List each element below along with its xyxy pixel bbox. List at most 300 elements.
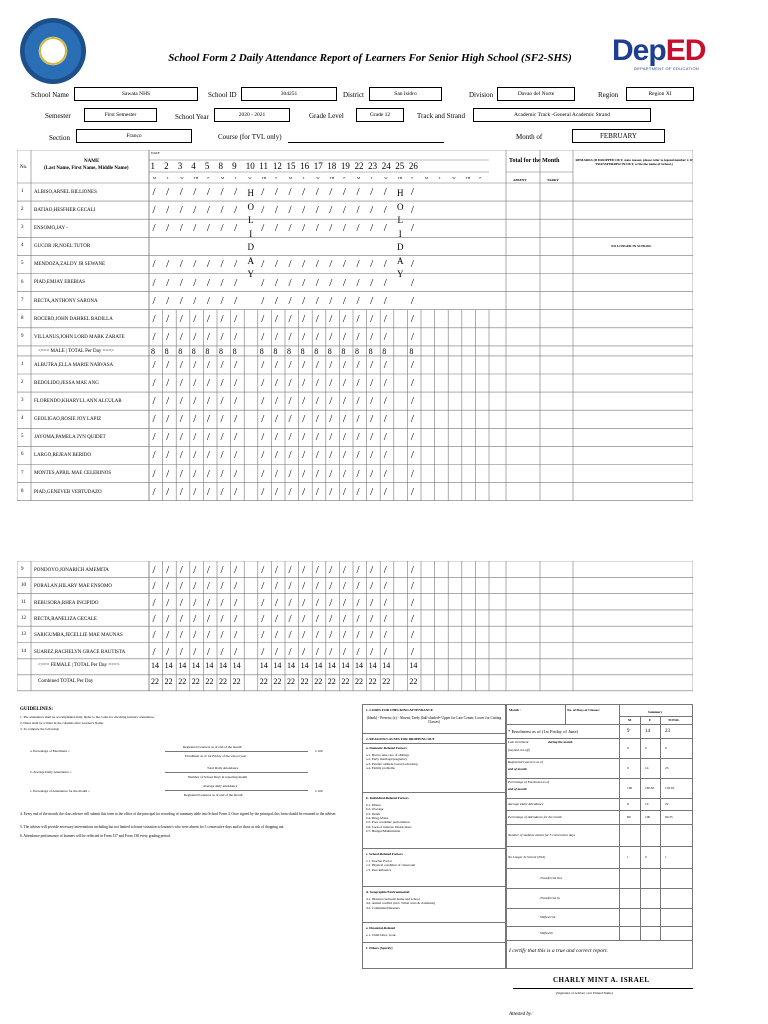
attendance-mark: / bbox=[302, 395, 306, 408]
attendance-mark: / bbox=[410, 645, 414, 658]
student-name: BATIAO,HESFHER GECALI bbox=[34, 208, 96, 214]
attendance-mark: / bbox=[383, 613, 387, 626]
track-label: Track and Strand bbox=[417, 112, 465, 120]
attendance-mark: / bbox=[274, 186, 278, 199]
student-no: 7 bbox=[21, 297, 24, 303]
attendance-mark: / bbox=[302, 580, 306, 593]
attendance-mark: / bbox=[166, 276, 170, 289]
attendance-mark: / bbox=[261, 377, 265, 390]
attendance-mark: / bbox=[383, 580, 387, 593]
attendance-mark: / bbox=[166, 312, 170, 325]
attendance-mark: / bbox=[302, 645, 306, 658]
attendance-mark: / bbox=[234, 276, 238, 289]
combined-total-row-value: 22 bbox=[164, 676, 173, 686]
reason-item: a.3. Parents' attitude toward schooling bbox=[366, 761, 418, 766]
attendance-mark: / bbox=[220, 276, 224, 289]
attendance-mark: / bbox=[302, 312, 306, 325]
attendance-mark: / bbox=[220, 431, 224, 444]
combined-total-row-value: 22 bbox=[355, 676, 363, 686]
summary-value-total: 23 bbox=[665, 728, 670, 734]
attendance-mark: / bbox=[302, 596, 306, 609]
summary-label: Summary bbox=[648, 710, 663, 714]
attendance-mark: / bbox=[315, 358, 319, 371]
attendance-mark: / bbox=[329, 358, 333, 371]
formula-c-label: c. Percentage of Attendance for the month = bbox=[30, 789, 90, 793]
attendance-mark: / bbox=[329, 294, 333, 307]
semester-field[interactable]: First Semester bbox=[84, 108, 157, 122]
attendance-mark: / bbox=[315, 258, 319, 271]
attendance-mark: / bbox=[179, 449, 183, 462]
date-9: 9 bbox=[232, 161, 237, 171]
attendance-mark: / bbox=[410, 312, 414, 325]
attendance-mark: / bbox=[383, 413, 387, 426]
attendance-mark: / bbox=[220, 413, 224, 426]
student-no: 8 bbox=[21, 315, 24, 321]
day-0: M bbox=[153, 176, 157, 180]
attendance-mark: / bbox=[206, 186, 210, 199]
student-name: SUAREZ,RACHELYN GRACE BAUTISTA bbox=[34, 649, 126, 655]
attendance-mark: / bbox=[193, 377, 197, 390]
attendance-mark: / bbox=[315, 629, 319, 642]
name-sub-header: (Last Name, First Name, Middle Name) bbox=[44, 166, 129, 171]
school-year-field[interactable]: 2020 - 2021 bbox=[214, 108, 290, 122]
attendance-mark: / bbox=[220, 330, 224, 343]
reason-group-d: d. Geographic/Environmental bbox=[366, 890, 410, 894]
student-no: 4 bbox=[21, 416, 24, 422]
attendance-mark: / bbox=[179, 413, 183, 426]
attendance-mark: / bbox=[193, 449, 197, 462]
reason-item: d.3. Calamities/Disasters bbox=[366, 905, 400, 910]
attendance-mark: / bbox=[288, 276, 292, 289]
attendance-mark: / bbox=[234, 377, 238, 390]
attendance-mark: / bbox=[261, 613, 265, 626]
attendance-mark: / bbox=[356, 294, 360, 307]
female-total-row-value: 14 bbox=[368, 660, 377, 670]
attendance-mark: / bbox=[383, 629, 387, 642]
deped-logo: DepED DEPARTMENT OF EDUCATION bbox=[612, 34, 744, 74]
course-field[interactable] bbox=[288, 129, 444, 143]
attendance-mark: / bbox=[234, 467, 238, 480]
date-10: 10 bbox=[245, 161, 255, 171]
attendance-mark: / bbox=[383, 294, 387, 307]
student-no: 2 bbox=[21, 380, 24, 386]
attendance-mark: / bbox=[166, 294, 170, 307]
attendance-mark: / bbox=[220, 645, 224, 658]
student-no: 11 bbox=[21, 599, 26, 605]
attendance-mark: / bbox=[206, 613, 210, 626]
attendance-mark: / bbox=[179, 377, 183, 390]
combined-total-row-value: 22 bbox=[314, 676, 323, 686]
attendance-mark: / bbox=[261, 294, 265, 307]
reason-group-a: a. Domestic-Related Factors bbox=[366, 746, 407, 750]
male-total-row-value: 8 bbox=[219, 346, 223, 356]
attendance-mark: / bbox=[179, 395, 183, 408]
summary-row-label: Shifted In bbox=[540, 930, 554, 935]
male-total-row-value: 8 bbox=[382, 346, 387, 356]
attendance-mark: / bbox=[315, 431, 319, 444]
attendance-mark: / bbox=[288, 395, 292, 408]
female-total-row-value: 14 bbox=[287, 660, 295, 670]
deped-seal-icon bbox=[20, 18, 86, 84]
attendance-mark: / bbox=[342, 377, 346, 390]
attendance-mark: / bbox=[206, 358, 210, 371]
female-total-row-value: 14 bbox=[355, 660, 363, 670]
date-2: 2 bbox=[164, 161, 169, 171]
female-total-row-value: 14 bbox=[232, 660, 241, 670]
attendance-mark: / bbox=[166, 449, 170, 462]
attendance-mark: / bbox=[220, 467, 224, 480]
attendance-mark: / bbox=[356, 580, 360, 593]
student-name: RECTA,ANTHONY SARONA bbox=[34, 298, 98, 304]
school-id-field[interactable]: 304251 bbox=[241, 87, 337, 101]
attendance-mark: / bbox=[234, 330, 238, 343]
grade-level-label: Grade Level bbox=[309, 112, 344, 120]
summary-f-header: F bbox=[649, 718, 652, 722]
attendance-mark: / bbox=[234, 596, 238, 609]
attendance-mark: / bbox=[342, 222, 346, 235]
attendance-mark: / bbox=[370, 258, 374, 271]
student-no: 2 bbox=[21, 207, 24, 213]
attendance-mark: / bbox=[179, 467, 183, 480]
attendance-mark: / bbox=[274, 377, 278, 390]
student-no: 5 bbox=[21, 434, 24, 440]
attendance-mark: / bbox=[288, 186, 292, 199]
attendance-mark: / bbox=[179, 613, 183, 626]
attendance-mark: / bbox=[410, 467, 414, 480]
date-18: 18 bbox=[327, 161, 337, 171]
attendance-mark: / bbox=[302, 564, 306, 577]
summary-row-label: Number of students absent for 5 consecutive days bbox=[508, 832, 576, 837]
attendance-mark: / bbox=[261, 204, 265, 217]
date-23: 23 bbox=[368, 161, 378, 171]
district-field[interactable]: San Isidro bbox=[369, 87, 442, 101]
attendance-mark: / bbox=[152, 276, 156, 289]
attendance-mark: / bbox=[329, 312, 333, 325]
attendance-mark: / bbox=[166, 186, 170, 199]
attendance-mark: / bbox=[206, 377, 210, 390]
section-field[interactable]: Franco bbox=[76, 129, 192, 143]
holiday-letter: D bbox=[247, 242, 254, 252]
attendance-mark: / bbox=[302, 485, 306, 498]
attendance-mark: / bbox=[315, 312, 319, 325]
attendance-mark: / bbox=[152, 613, 156, 626]
formula-a-x100: x 100 bbox=[315, 749, 323, 753]
attendance-mark: / bbox=[234, 294, 238, 307]
attendance-mark: / bbox=[342, 276, 346, 289]
attendance-mark: / bbox=[315, 330, 319, 343]
attendance-mark: / bbox=[152, 564, 156, 577]
formula-a-label: a. Percentage of Enrolment = bbox=[30, 749, 70, 753]
attendance-mark: / bbox=[370, 613, 374, 626]
combined-total-row-value: 22 bbox=[287, 676, 295, 686]
school-name-field[interactable]: Sawata NHS bbox=[74, 87, 198, 101]
attendance-mark: / bbox=[179, 330, 183, 343]
student-no: 5 bbox=[21, 261, 24, 267]
holiday-letter: H bbox=[247, 188, 254, 198]
attendance-mark: / bbox=[166, 222, 170, 235]
attendance-mark: / bbox=[179, 294, 183, 307]
summary-row-label: Transferred Out bbox=[540, 875, 562, 880]
day-6: T bbox=[234, 176, 237, 180]
male-total-row-value: 8 bbox=[327, 346, 332, 356]
attendance-mark: / bbox=[152, 485, 156, 498]
attendance-mark: / bbox=[206, 258, 210, 271]
student-name: MONTES,APRIL MAE CELERINOS bbox=[34, 471, 112, 477]
attendance-mark: / bbox=[410, 629, 414, 642]
attendance-mark: / bbox=[410, 613, 414, 626]
attendance-mark: / bbox=[193, 294, 197, 307]
attendance-mark: / bbox=[261, 485, 265, 498]
reason-item: b.2. Overage bbox=[366, 807, 384, 812]
student-no: 13 bbox=[21, 632, 26, 638]
attendance-mark: / bbox=[288, 377, 292, 390]
male-total-row-value: 8 bbox=[287, 346, 291, 356]
attendance-mark: / bbox=[261, 358, 265, 371]
female-total-row-value: 14 bbox=[219, 660, 227, 670]
date-12: 12 bbox=[272, 161, 282, 171]
summary-m-header: M bbox=[628, 718, 632, 722]
attendance-mark: / bbox=[193, 613, 197, 626]
day-23: TH bbox=[465, 176, 471, 180]
attendance-mark: / bbox=[329, 564, 333, 577]
attendance-mark: / bbox=[383, 645, 387, 658]
attendance-mark: / bbox=[152, 645, 156, 658]
attendance-mark: / bbox=[329, 613, 333, 626]
attendance-mark: / bbox=[288, 596, 292, 609]
attendance-mark: / bbox=[166, 431, 170, 444]
attendance-mark: / bbox=[193, 564, 197, 577]
attendance-mark: / bbox=[220, 258, 224, 271]
attendance-mark: / bbox=[234, 395, 238, 408]
attendance-mark: / bbox=[288, 580, 292, 593]
attendance-mark: / bbox=[152, 312, 156, 325]
summary-value-m: 1 bbox=[627, 854, 629, 859]
attendance-mark: / bbox=[410, 485, 414, 498]
attendance-mark: / bbox=[302, 358, 306, 371]
attendance-mark: / bbox=[152, 449, 156, 462]
region-field[interactable]: Region XI bbox=[626, 87, 694, 101]
attendance-mark: / bbox=[234, 613, 238, 626]
attendance-mark: / bbox=[302, 413, 306, 426]
day-11: T bbox=[302, 176, 305, 180]
track-field[interactable]: Academic Track -General Academic Strand bbox=[473, 108, 651, 122]
attendance-mark: / bbox=[261, 467, 265, 480]
attendance-mark: / bbox=[383, 330, 387, 343]
attendance-mark: / bbox=[410, 449, 414, 462]
tardy-header: TARDY bbox=[547, 178, 559, 182]
attendance-mark: / bbox=[220, 564, 224, 577]
attendance-mark: / bbox=[274, 596, 278, 609]
attendance-mark: / bbox=[274, 613, 278, 626]
student-name: REBUSORA,RHEA INCIPIDO bbox=[34, 600, 99, 606]
attendance-mark: / bbox=[179, 629, 183, 642]
attendance-mark: / bbox=[329, 413, 333, 426]
attendance-mark: / bbox=[370, 431, 374, 444]
day-15: M bbox=[357, 176, 361, 180]
female-total-row-value: 14 bbox=[300, 660, 309, 670]
attendance-mark: / bbox=[206, 330, 210, 343]
combined-total-row-value: 22 bbox=[151, 676, 159, 686]
combined-total-row-value: 22 bbox=[259, 676, 268, 686]
day-17: W bbox=[384, 176, 388, 180]
attendance-mark: / bbox=[152, 580, 156, 593]
attendance-mark: / bbox=[179, 312, 183, 325]
attendance-mark: / bbox=[342, 431, 346, 444]
summary-total-header: TOTAL bbox=[668, 718, 680, 722]
summary-row-label: Late enrolment bbox=[508, 740, 529, 744]
attendance-mark: / bbox=[234, 312, 238, 325]
male-total-row-value: 8 bbox=[273, 346, 278, 356]
attendance-mark: / bbox=[315, 204, 319, 217]
attendance-mark: / bbox=[193, 358, 197, 371]
attendance-mark: / bbox=[274, 485, 278, 498]
attendance-mark: / bbox=[288, 204, 292, 217]
reason-item: b.1. Illness bbox=[366, 803, 381, 807]
day-10: M bbox=[289, 176, 293, 180]
attendance-mark: / bbox=[220, 312, 224, 325]
attendance-mark: / bbox=[152, 629, 156, 642]
attendance-mark: / bbox=[234, 431, 238, 444]
date-11: 11 bbox=[259, 161, 268, 171]
attendance-mark: / bbox=[261, 222, 265, 235]
attendance-mark: / bbox=[179, 276, 183, 289]
attendance-mark: / bbox=[274, 330, 278, 343]
attendance-mark: / bbox=[234, 580, 238, 593]
attendance-mark: / bbox=[383, 485, 387, 498]
attendance-mark: / bbox=[206, 645, 210, 658]
summary-value-f: 0 bbox=[645, 745, 647, 750]
date-15: 15 bbox=[286, 161, 296, 171]
male-total-row-value: 8 bbox=[178, 346, 183, 356]
summary-month-label: Month : bbox=[509, 708, 521, 712]
attendance-mark: / bbox=[329, 377, 333, 390]
summary-value-m: 0 bbox=[627, 745, 629, 750]
attendance-mark: / bbox=[234, 564, 238, 577]
attendance-mark: / bbox=[206, 312, 210, 325]
attendance-mark: / bbox=[370, 645, 374, 658]
student-no: 3 bbox=[21, 398, 24, 404]
attendance-mark: / bbox=[383, 276, 387, 289]
grade-level-field[interactable]: Grade 12 bbox=[356, 108, 404, 122]
attendance-mark: / bbox=[370, 467, 374, 480]
attendance-mark: / bbox=[370, 276, 374, 289]
district-label: District bbox=[343, 91, 364, 99]
attendance-mark: / bbox=[261, 629, 265, 642]
holiday-letter: L bbox=[397, 215, 404, 225]
guideline-3: 3. To compute the following: bbox=[20, 727, 60, 731]
day-24: F bbox=[479, 176, 482, 180]
attendance-mark: / bbox=[274, 294, 278, 307]
male-total-row-label: <=== MALE | TOTAL Per Day ===> bbox=[38, 348, 114, 354]
holiday-letter: I bbox=[249, 228, 253, 239]
combined-total-row-value: 22 bbox=[409, 676, 418, 686]
student-no: 3 bbox=[21, 225, 24, 231]
attendance-mark: / bbox=[288, 629, 292, 642]
attendance-mark: / bbox=[206, 395, 210, 408]
reason-item: d.2. Armed conflict (incl. Tribal wars & clanfeuds) bbox=[366, 901, 435, 906]
attendance-mark: / bbox=[220, 222, 224, 235]
remarks-header: REMARKS (If DROPPED OUT, state reason, please refer to legend number 2. If TRANSFERRED IN/OUT, write the name of School.) bbox=[575, 158, 693, 167]
attendance-mark: / bbox=[315, 294, 319, 307]
attendance-mark: / bbox=[152, 330, 156, 343]
attendance-mark: / bbox=[329, 204, 333, 217]
attendance-mark: / bbox=[302, 186, 306, 199]
attendance-mark: / bbox=[220, 449, 224, 462]
semester-label: Semester bbox=[45, 112, 71, 120]
reason-group-e: e. Financial-Related bbox=[366, 926, 396, 930]
student-name: ALBUTRA,ELLA MARIE NARVASA bbox=[34, 362, 114, 368]
attendance-mark: / bbox=[206, 485, 210, 498]
student-no: 12 bbox=[21, 616, 26, 622]
attendance-mark: / bbox=[274, 449, 278, 462]
attested-label: Attested by: bbox=[509, 1012, 533, 1017]
attendance-mark: / bbox=[274, 358, 278, 371]
attendance-mark: / bbox=[220, 596, 224, 609]
male-total-row-value: 8 bbox=[314, 346, 319, 356]
division-field[interactable]: Davao del Norte bbox=[497, 87, 575, 101]
attendance-mark: / bbox=[274, 645, 278, 658]
attendance-mark: / bbox=[152, 222, 156, 235]
school-year-label: School Year bbox=[175, 113, 209, 121]
attendance-mark: / bbox=[356, 395, 360, 408]
female-total-row-value: 14 bbox=[341, 660, 350, 670]
attendance-mark: / bbox=[329, 485, 333, 498]
attendance-mark: / bbox=[383, 222, 387, 235]
date-26: 26 bbox=[408, 161, 418, 171]
day-2: W bbox=[180, 176, 184, 180]
codes-desc: (blank) - Present; (x) - Absent; Tardy (half shaded= Upper for Late Comer, Lower for Cutting Classes) bbox=[366, 716, 502, 725]
attendance-mark: / bbox=[220, 613, 224, 626]
combined-total-row-value: 22 bbox=[368, 676, 377, 686]
attendance-mark: / bbox=[234, 449, 238, 462]
attendance-mark: / bbox=[302, 330, 306, 343]
attendance-mark: / bbox=[356, 330, 360, 343]
date-label: DATE bbox=[151, 151, 160, 155]
attendance-mark: / bbox=[152, 431, 156, 444]
male-total-row-value: 8 bbox=[232, 346, 237, 356]
holiday-letter: I bbox=[398, 228, 402, 239]
summary-value-m: 9 bbox=[627, 728, 630, 734]
student-name: GUCOR JR,NOEL TUTOR bbox=[34, 244, 91, 250]
attendance-mark: / bbox=[342, 258, 346, 271]
attendance-mark: / bbox=[152, 204, 156, 217]
attendance-mark: / bbox=[383, 358, 387, 371]
attendance-mark: / bbox=[315, 485, 319, 498]
attendance-mark: / bbox=[356, 413, 360, 426]
attendance-mark: / bbox=[193, 258, 197, 271]
month-field[interactable]: FEBRUARY bbox=[572, 129, 665, 143]
attendance-mark: / bbox=[383, 204, 387, 217]
summary-value-total: 103.03 bbox=[665, 785, 675, 790]
attendance-mark: / bbox=[302, 258, 306, 271]
day-13: TH bbox=[329, 176, 335, 180]
attendance-mark: / bbox=[166, 467, 170, 480]
attendance-mark: / bbox=[342, 629, 346, 642]
male-total-row-value: 8 bbox=[205, 346, 210, 356]
attendance-mark: / bbox=[206, 431, 210, 444]
attendance-mark: / bbox=[370, 204, 374, 217]
attendance-mark: / bbox=[342, 186, 346, 199]
attendance-mark: / bbox=[383, 395, 387, 408]
attendance-mark: / bbox=[166, 358, 170, 371]
student-name: FLORENDO,KHARYLL ANN ALCULAR bbox=[34, 399, 122, 405]
attendance-mark: / bbox=[356, 564, 360, 577]
attendance-mark: / bbox=[179, 258, 183, 271]
guideline-2: 2. Dates shall be written in the columns after Learner's Name. bbox=[20, 721, 104, 725]
attendance-mark: / bbox=[193, 467, 197, 480]
holiday-letter: O bbox=[397, 201, 404, 212]
attendance-mark: / bbox=[356, 431, 360, 444]
